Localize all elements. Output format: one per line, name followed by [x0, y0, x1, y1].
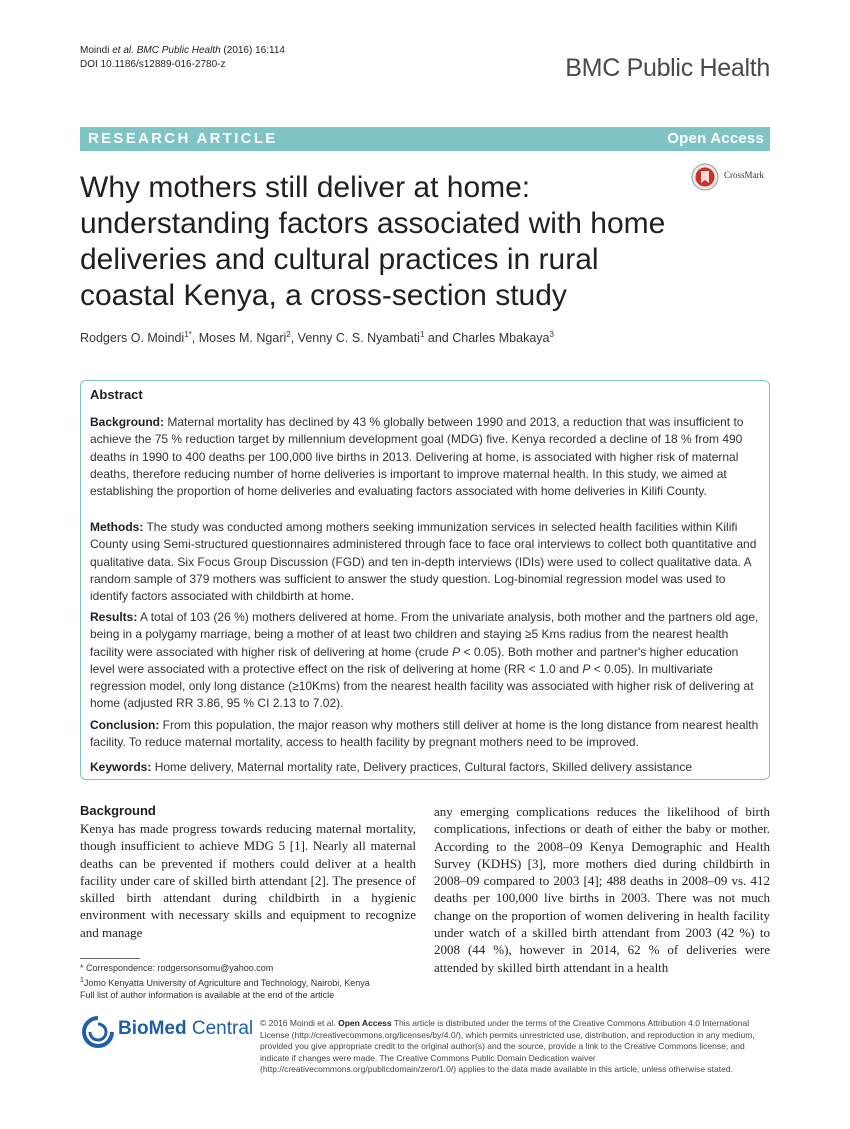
article-type-band	[80, 127, 770, 151]
abstract-background-text: Maternal mortality has declined by 43 % globally between 1990 and 2013, a reduction that was insufficient to achieve the 75 % reduction target by millennium development goal (MDG) five. Kenya recorded a decline of 18 % from 490 deaths in 1990 to 400 deaths per 100,000 live births in 2013. Delivering at home, is associated with higher risk of maternal deaths, therefore reducing number of home deliveries is important to improve maternal health. In this study, we aimed at establishing the proportion of home deliveries and evaluating factors associated with home deliveries in Kilifi County.	[90, 415, 744, 499]
affiliation	[80, 975, 420, 990]
license-statement	[260, 1018, 770, 1076]
crossmark-label: CrossMark	[724, 170, 764, 180]
abstract-results-text: < 0.05). Both mother and partner's higher education level were associated with a protective effect on the risk of delivering at home (RR < 1.0 and	[90, 644, 739, 676]
author-sup: 1	[419, 330, 425, 339]
abstract-keywords	[90, 759, 762, 776]
author-name[interactable]: Moses M. Ngari	[198, 331, 287, 346]
author-info-note: Full list of author information is available at the end of the article	[80, 990, 335, 1000]
correspondence[interactable]: * Correspondence: rodgersonsomu@yahoo.com	[80, 963, 274, 973]
abstract-background-label: Background:	[90, 415, 165, 429]
abstract-results-text: < 0.05). In multivariate regression model, only long distance (≥10Kms) from the nearest health facility was associated with higher risk of delivering at home (adjusted RR 3.86, 95 % CI 2.13 to 7.02).	[90, 661, 754, 711]
author-sup: 3	[549, 330, 554, 339]
author-name[interactable]: Charles Mbakaya	[452, 331, 550, 346]
abstract-heading: Abstract	[90, 387, 143, 402]
logo-text-biomed: BioMed	[118, 1018, 187, 1039]
license-open-access: Open Access	[338, 1018, 392, 1028]
crossmark-badge[interactable]	[690, 162, 780, 192]
journal-name: BMC Public Health	[565, 54, 770, 82]
biomed-swirl-icon	[80, 1014, 116, 1050]
author-and: and	[424, 331, 453, 346]
article-type: RESEARCH ARTICLE	[88, 130, 278, 147]
doi[interactable]: DOI 10.1186/s12889-016-2780-z	[80, 59, 226, 70]
license-text: This article is distributed under the terms of the Creative Commons Attribution 4.0 International License (http://creativecommons.org/licenses/by/4.0/), which permits unrestricted use, distribution, and reproduction in any medium, provided you give appropriate credit to the original author(s) and the source, provide a link to the Creative Commons license, and indicate if changes were made. The Creative Commons Public Domain Dedication waiver (http://creativecommons.org/publicdomain/zero/1.0/) applies to the data made available in this article, unless otherwise stated.	[260, 1018, 755, 1074]
abstract-results-label: Results:	[90, 610, 138, 624]
affiliation-sup: 1	[80, 976, 84, 984]
abstract-keywords-label: Keywords:	[90, 760, 152, 774]
abstract-conclusion-text: From this population, the major reason why mothers still deliver at home is the long distance from nearest health facility. To reduce maternal mortality, access to health facility by pregnant mothers need to be improved.	[90, 718, 759, 750]
citation-etal: et al.	[112, 45, 134, 56]
abstract-methods-label: Methods:	[90, 520, 144, 534]
crossmark-icon	[690, 162, 720, 192]
author-name[interactable]: Rodgers O. Moindi	[80, 331, 185, 346]
p-value-symbol: P	[582, 661, 591, 676]
p-value-symbol: P	[452, 644, 461, 659]
open-access-label: Open Access	[667, 130, 764, 147]
abstract-methods	[90, 519, 762, 605]
author-name[interactable]: Venny C. S. Nyambati	[297, 331, 420, 346]
author-separator: ,	[191, 331, 199, 346]
abstract-methods-text: The study was conducted among mothers seeking immunization services in selected health facilities within Kilifi County using Semi-structured questionnaires administered through face to face oral interviews to collect both quantitative and qualitative data. Six Focus Group Discussion (FGD) and ten in-depth interviews (IDIs) were used to collect qualitative data. A random sample of 379 mothers was sufficient to answer the study question. Log-binomial regression model was used to identify factors associated with childbirth at home.	[90, 520, 757, 604]
logo-text-central: Central	[186, 1018, 254, 1039]
author-sup: 1*	[184, 330, 192, 339]
license-prefix: © 2016 Moindi et al.	[260, 1018, 339, 1028]
citation-year-vol: (2016) 16:114	[223, 45, 285, 56]
body-right-column: any emerging complications reduces the likelihood of birth complications, infections or death of either the baby or mother. According to the 2008–09 Kenya Demographic and Health Survey (KDHS) [3], more mothers died during childbirth in 2008–09 compared to 2003 [4]; 488 deaths in 2008–09 vs. 412 deaths per 100,000 live births in 2003. There was not much change on the proportion of women delivering in health facility under watch of a skilled birth attendant from 2003 (42 %) to 2008 (44 %), however in 2014, 62 % of deliveries were attended by skilled birth attendant in a health	[434, 804, 770, 975]
footnotes	[80, 962, 420, 1002]
citation-journal: BMC Public Health	[136, 45, 221, 56]
affiliation-text: Jomo Kenyatta University of Agriculture and Technology, Nairobi, Kenya	[83, 977, 370, 988]
abstract-results	[90, 609, 762, 713]
abstract-background	[90, 414, 762, 500]
body-left-column: Kenya has made progress towards reducing maternal mortality, though insufficient to achieve MDG 5 [1]. Nearly all maternal deaths can be prevented if mothers could deliver at a health facility under care of skilled birth attendant [2]. The presence of skilled birth attendant during childbirth in a hygienic environment with necessary skills and equipment to recognize and manage	[80, 821, 416, 940]
abstract-keywords-text: Home delivery, Maternal mortality rate, Delivery practices, Cultural factors, Skilled delivery assistance	[151, 760, 692, 774]
author-list	[80, 330, 554, 345]
footnote-rule	[80, 958, 140, 959]
author-sup: 2	[286, 330, 291, 339]
abstract-results-text: A total of 103 (26 %) mothers delivered at home. From the univariate analysis, both mother and the partners old age, being in a polygamy marriage, being a mother of at least two children and staying ≥5 Kms radius from the nearest health facility were associated with higher risk of delivering at home (crude	[90, 610, 759, 659]
citation-authors: Moindi	[80, 45, 110, 56]
citation-header	[80, 44, 285, 72]
author-separator: ,	[290, 331, 298, 346]
background-heading: Background	[80, 803, 156, 818]
paper-title: Why mothers still deliver at home: understanding factors associated with home deliveries and cultural practices in rural coastal Kenya, a cross-section study	[80, 171, 666, 312]
abstract-conclusion-label: Conclusion:	[90, 718, 160, 732]
biomed-central-logo[interactable]	[80, 1012, 254, 1052]
abstract-conclusion	[90, 717, 762, 752]
